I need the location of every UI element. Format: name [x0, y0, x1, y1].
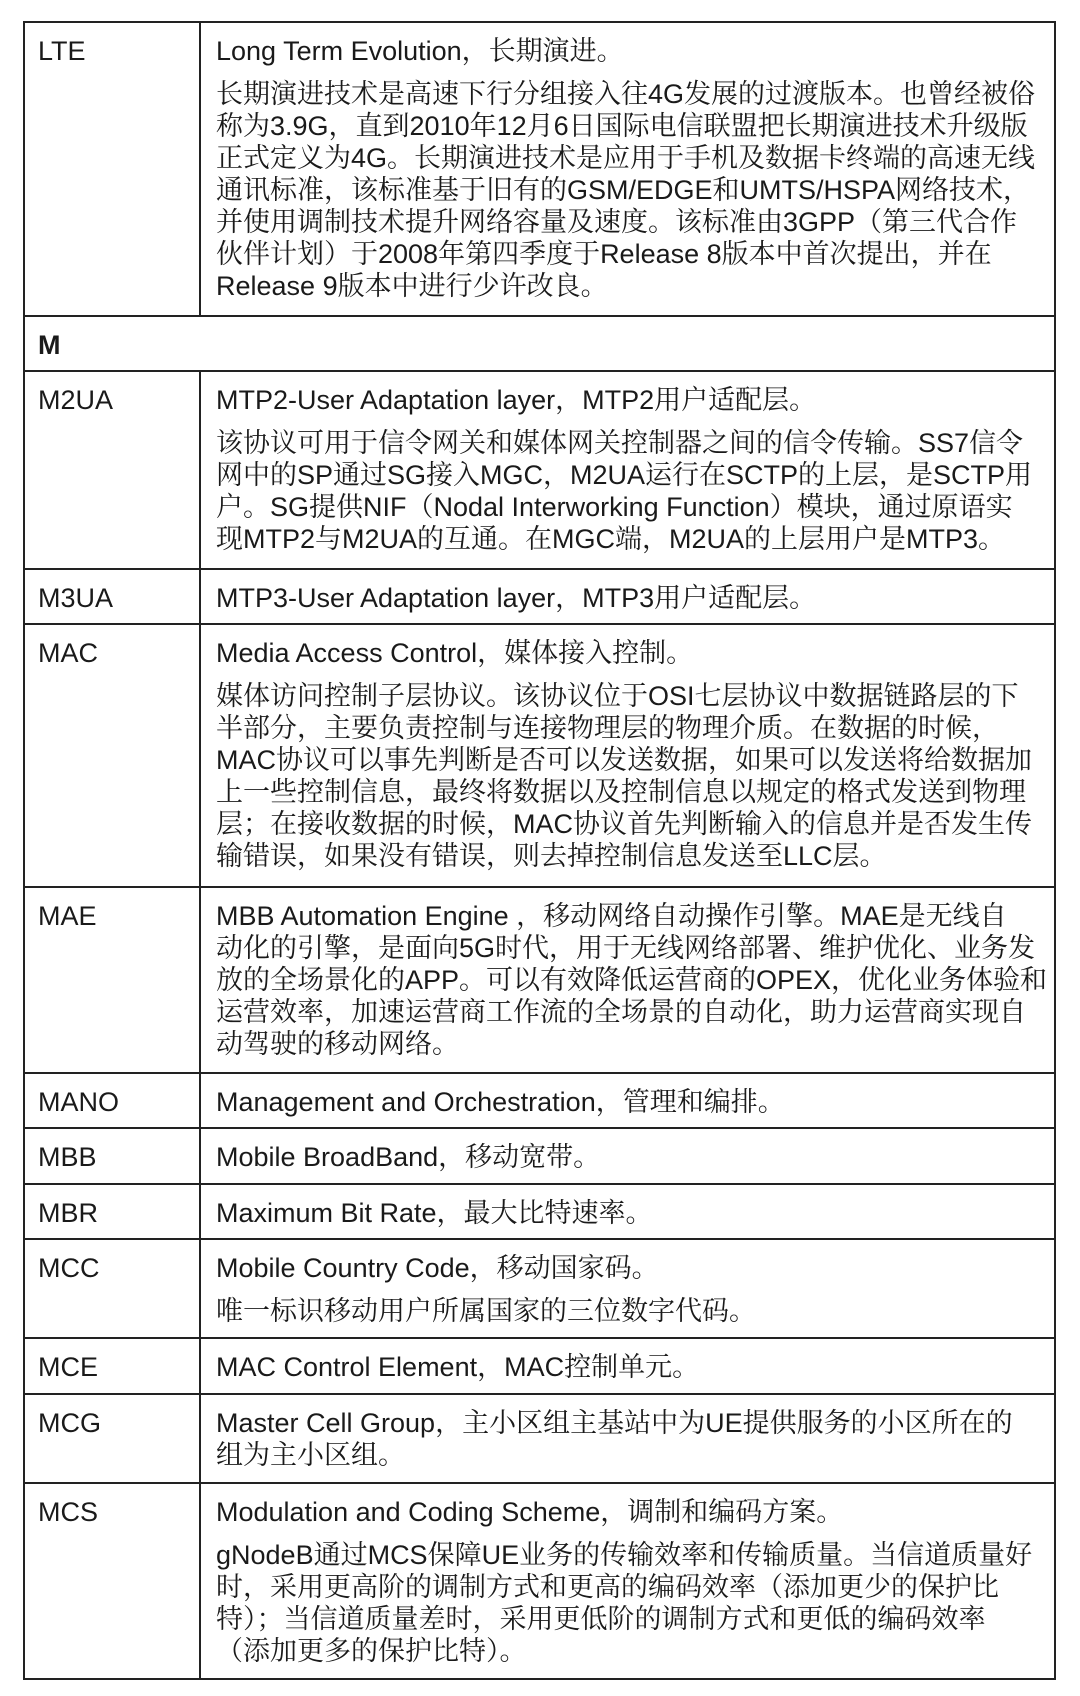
definition-paragraph — [216, 680, 1054, 872]
text-line: Master Cell Group，主小区组主基站中为UE提供服务的小区所在的 — [216, 1408, 1013, 1438]
text-line: 长期演进技术是高速下行分组接入往4G发展的过渡版本。也曾经被俗 — [216, 79, 1036, 109]
definition-paragraph — [216, 427, 1054, 555]
text-line: Maximum Bit Rate，最大比特速率。 — [216, 1198, 653, 1228]
term-cell — [25, 625, 201, 886]
text-line: Mobile BroadBand，移动宽带。 — [216, 1142, 601, 1172]
text-line: 时，采用更高阶的调制方式和更高的编码效率（添加更少的保护比 — [216, 1572, 999, 1602]
term-cell — [25, 888, 201, 1072]
term-cell — [25, 1129, 201, 1183]
text-line: MAC协议可以事先判断是否可以发送数据，如果可以发送将给数据加 — [216, 745, 1032, 775]
definition-cell — [201, 1339, 1054, 1393]
term-label: MCE — [38, 1352, 98, 1382]
text-line: 通讯标准，该标准基于旧有的GSM/EDGE和UMTS/HSPA网络技术， — [216, 175, 1031, 205]
text-line: 户。SG提供NIF（Nodal Interworking Function）模块，通过原语实 — [216, 492, 1013, 522]
term-label: MBB — [38, 1142, 97, 1172]
text-line: MAC Control Element，MAC控制单元。 — [216, 1352, 700, 1382]
text-line: 半部分，主要负责控制与连接物理层的物理介质。在数据的时候， — [216, 713, 999, 743]
text-line: 媒体访问控制子层协议。该协议位于OSI七层协议中数据链路层的下 — [216, 681, 1019, 711]
term-label: MCC — [38, 1253, 100, 1283]
term-cell — [25, 1185, 201, 1238]
text-line: 称为3.9G，直到2010年12月6日国际电信联盟把长期演进技术升级版 — [216, 111, 1028, 141]
glossary-row — [25, 886, 1054, 1072]
definition-cell — [201, 888, 1054, 1072]
text-line: 上一些控制信息，最终将数据以及控制信息以规定的格式发送到物理 — [216, 777, 1026, 807]
text-line: MBB Automation Engine ，移动网络自动操作引擎。MAE是无线自 — [216, 901, 1007, 931]
glossary-row — [25, 1072, 1054, 1127]
section-letter: M — [38, 330, 61, 360]
text-line: 现MTP2与M2UA的互通。在MGC端，M2UA的上层用户是MTP3。 — [216, 524, 1006, 554]
glossary-table — [23, 21, 1056, 1680]
text-line: （添加更多的保护比特）。 — [216, 1636, 527, 1666]
term-cell — [25, 1395, 201, 1482]
definition-paragraph — [216, 637, 1054, 669]
text-line: 放的全场景化的APP。可以有效降低运营商的OPEX，优化业务体验和 — [216, 965, 1048, 995]
definition-cell — [201, 372, 1054, 568]
text-line: 特）；当信道质量差时，采用更低阶的调制方式和更低的编码效率 — [216, 1604, 986, 1634]
text-line: 运营效率，加速运营商工作流的全场景的自动化，助力运营商实现自 — [216, 997, 1026, 1027]
text-line: 组为主小区组。 — [216, 1440, 405, 1470]
definition-paragraph — [216, 1539, 1054, 1667]
section-header-row — [25, 315, 1054, 370]
term-label: MAC — [38, 638, 98, 668]
term-label: MANO — [38, 1087, 119, 1117]
definition-paragraph — [216, 582, 1054, 614]
text-line: 正式定义为4G。长期演进技术是应用于手机及数据卡终端的高速无线 — [216, 143, 1036, 173]
glossary-row — [25, 1238, 1054, 1337]
text-line: 并使用调制技术提升网络容量及速度。该标准由3GPP（第三代合作 — [216, 207, 1018, 237]
glossary-row — [25, 1482, 1054, 1678]
definition-paragraph — [216, 1252, 1054, 1284]
glossary-row — [25, 1183, 1054, 1238]
text-line: Management and Orchestration，管理和编排。 — [216, 1087, 785, 1117]
glossary-row — [25, 1337, 1054, 1393]
term-cell — [25, 372, 201, 568]
text-line: 伙伴计划）于2008年第四季度于Release 8版本中首次提出，并在 — [216, 239, 992, 269]
text-line: 动驾驶的移动网络。 — [216, 1029, 459, 1059]
text-line: Media Access Control，媒体接入控制。 — [216, 638, 694, 668]
definition-paragraph — [216, 1141, 1054, 1173]
term-cell — [25, 1240, 201, 1337]
text-line: 网中的SP通过SG接入MGC，M2UA运行在SCTP的上层，是SCTP用 — [216, 460, 1033, 490]
term-cell — [25, 1484, 201, 1678]
definition-cell — [201, 1484, 1054, 1678]
definition-cell — [201, 570, 1054, 623]
glossary-row — [25, 370, 1054, 568]
text-line: 输错误，如果没有错误，则去掉控制信息发送至LLC层。 — [216, 841, 887, 871]
term-cell — [25, 1339, 201, 1393]
text-line: 唯一标识移动用户所属国家的三位数字代码。 — [216, 1296, 756, 1326]
definition-paragraph — [216, 1496, 1054, 1528]
definition-cell — [201, 625, 1054, 886]
definition-paragraph — [216, 78, 1054, 302]
definition-cell — [201, 1074, 1054, 1127]
definition-cell — [201, 23, 1054, 315]
glossary-row — [25, 1127, 1054, 1183]
text-line: Mobile Country Code，移动国家码。 — [216, 1253, 659, 1283]
text-line: 动化的引擎，是面向5G时代，用于无线网络部署、维护优化、业务发 — [216, 933, 1036, 963]
term-cell — [25, 23, 201, 315]
definition-cell — [201, 1240, 1054, 1337]
glossary-row — [25, 568, 1054, 623]
definition-paragraph — [216, 1295, 1054, 1327]
definition-paragraph — [216, 1197, 1054, 1229]
text-line: gNodeB通过MCS保障UE业务的传输效率和传输质量。当信道质量好 — [216, 1540, 1033, 1570]
term-label: LTE — [38, 36, 86, 66]
term-cell — [25, 570, 201, 623]
definition-paragraph — [216, 900, 1054, 1060]
term-label: MCG — [38, 1408, 101, 1438]
term-label: M3UA — [38, 583, 114, 613]
definition-paragraph — [216, 1351, 1054, 1383]
definition-paragraph — [216, 1407, 1054, 1471]
glossary-row — [25, 1393, 1054, 1482]
definition-cell — [201, 1395, 1054, 1482]
text-line: Modulation and Coding Scheme，调制和编码方案。 — [216, 1497, 844, 1527]
text-line: 该协议可用于信令网关和媒体网关控制器之间的信令传输。SS7信令 — [216, 428, 1024, 458]
definition-cell — [201, 1185, 1054, 1238]
glossary-row — [25, 623, 1054, 886]
definition-cell — [201, 1129, 1054, 1183]
glossary-row — [25, 23, 1054, 315]
text-line: MTP2-User Adaptation layer，MTP2用户适配层。 — [216, 385, 817, 415]
text-line: Release 9版本中进行少许改良。 — [216, 271, 608, 301]
term-label: MBR — [38, 1198, 98, 1228]
term-label: MCS — [38, 1497, 98, 1527]
text-line: Long Term Evolution，长期演进。 — [216, 36, 624, 66]
term-label: MAE — [38, 901, 97, 931]
term-label: M2UA — [38, 385, 114, 415]
text-line: 层；在接收数据的时候，MAC协议首先判断输入的信息并是否发生传 — [216, 809, 1032, 839]
definition-paragraph — [216, 1086, 1054, 1118]
definition-paragraph — [216, 384, 1054, 416]
term-cell — [25, 1074, 201, 1127]
text-line: MTP3-User Adaptation layer，MTP3用户适配层。 — [216, 583, 817, 613]
definition-paragraph — [216, 35, 1054, 67]
